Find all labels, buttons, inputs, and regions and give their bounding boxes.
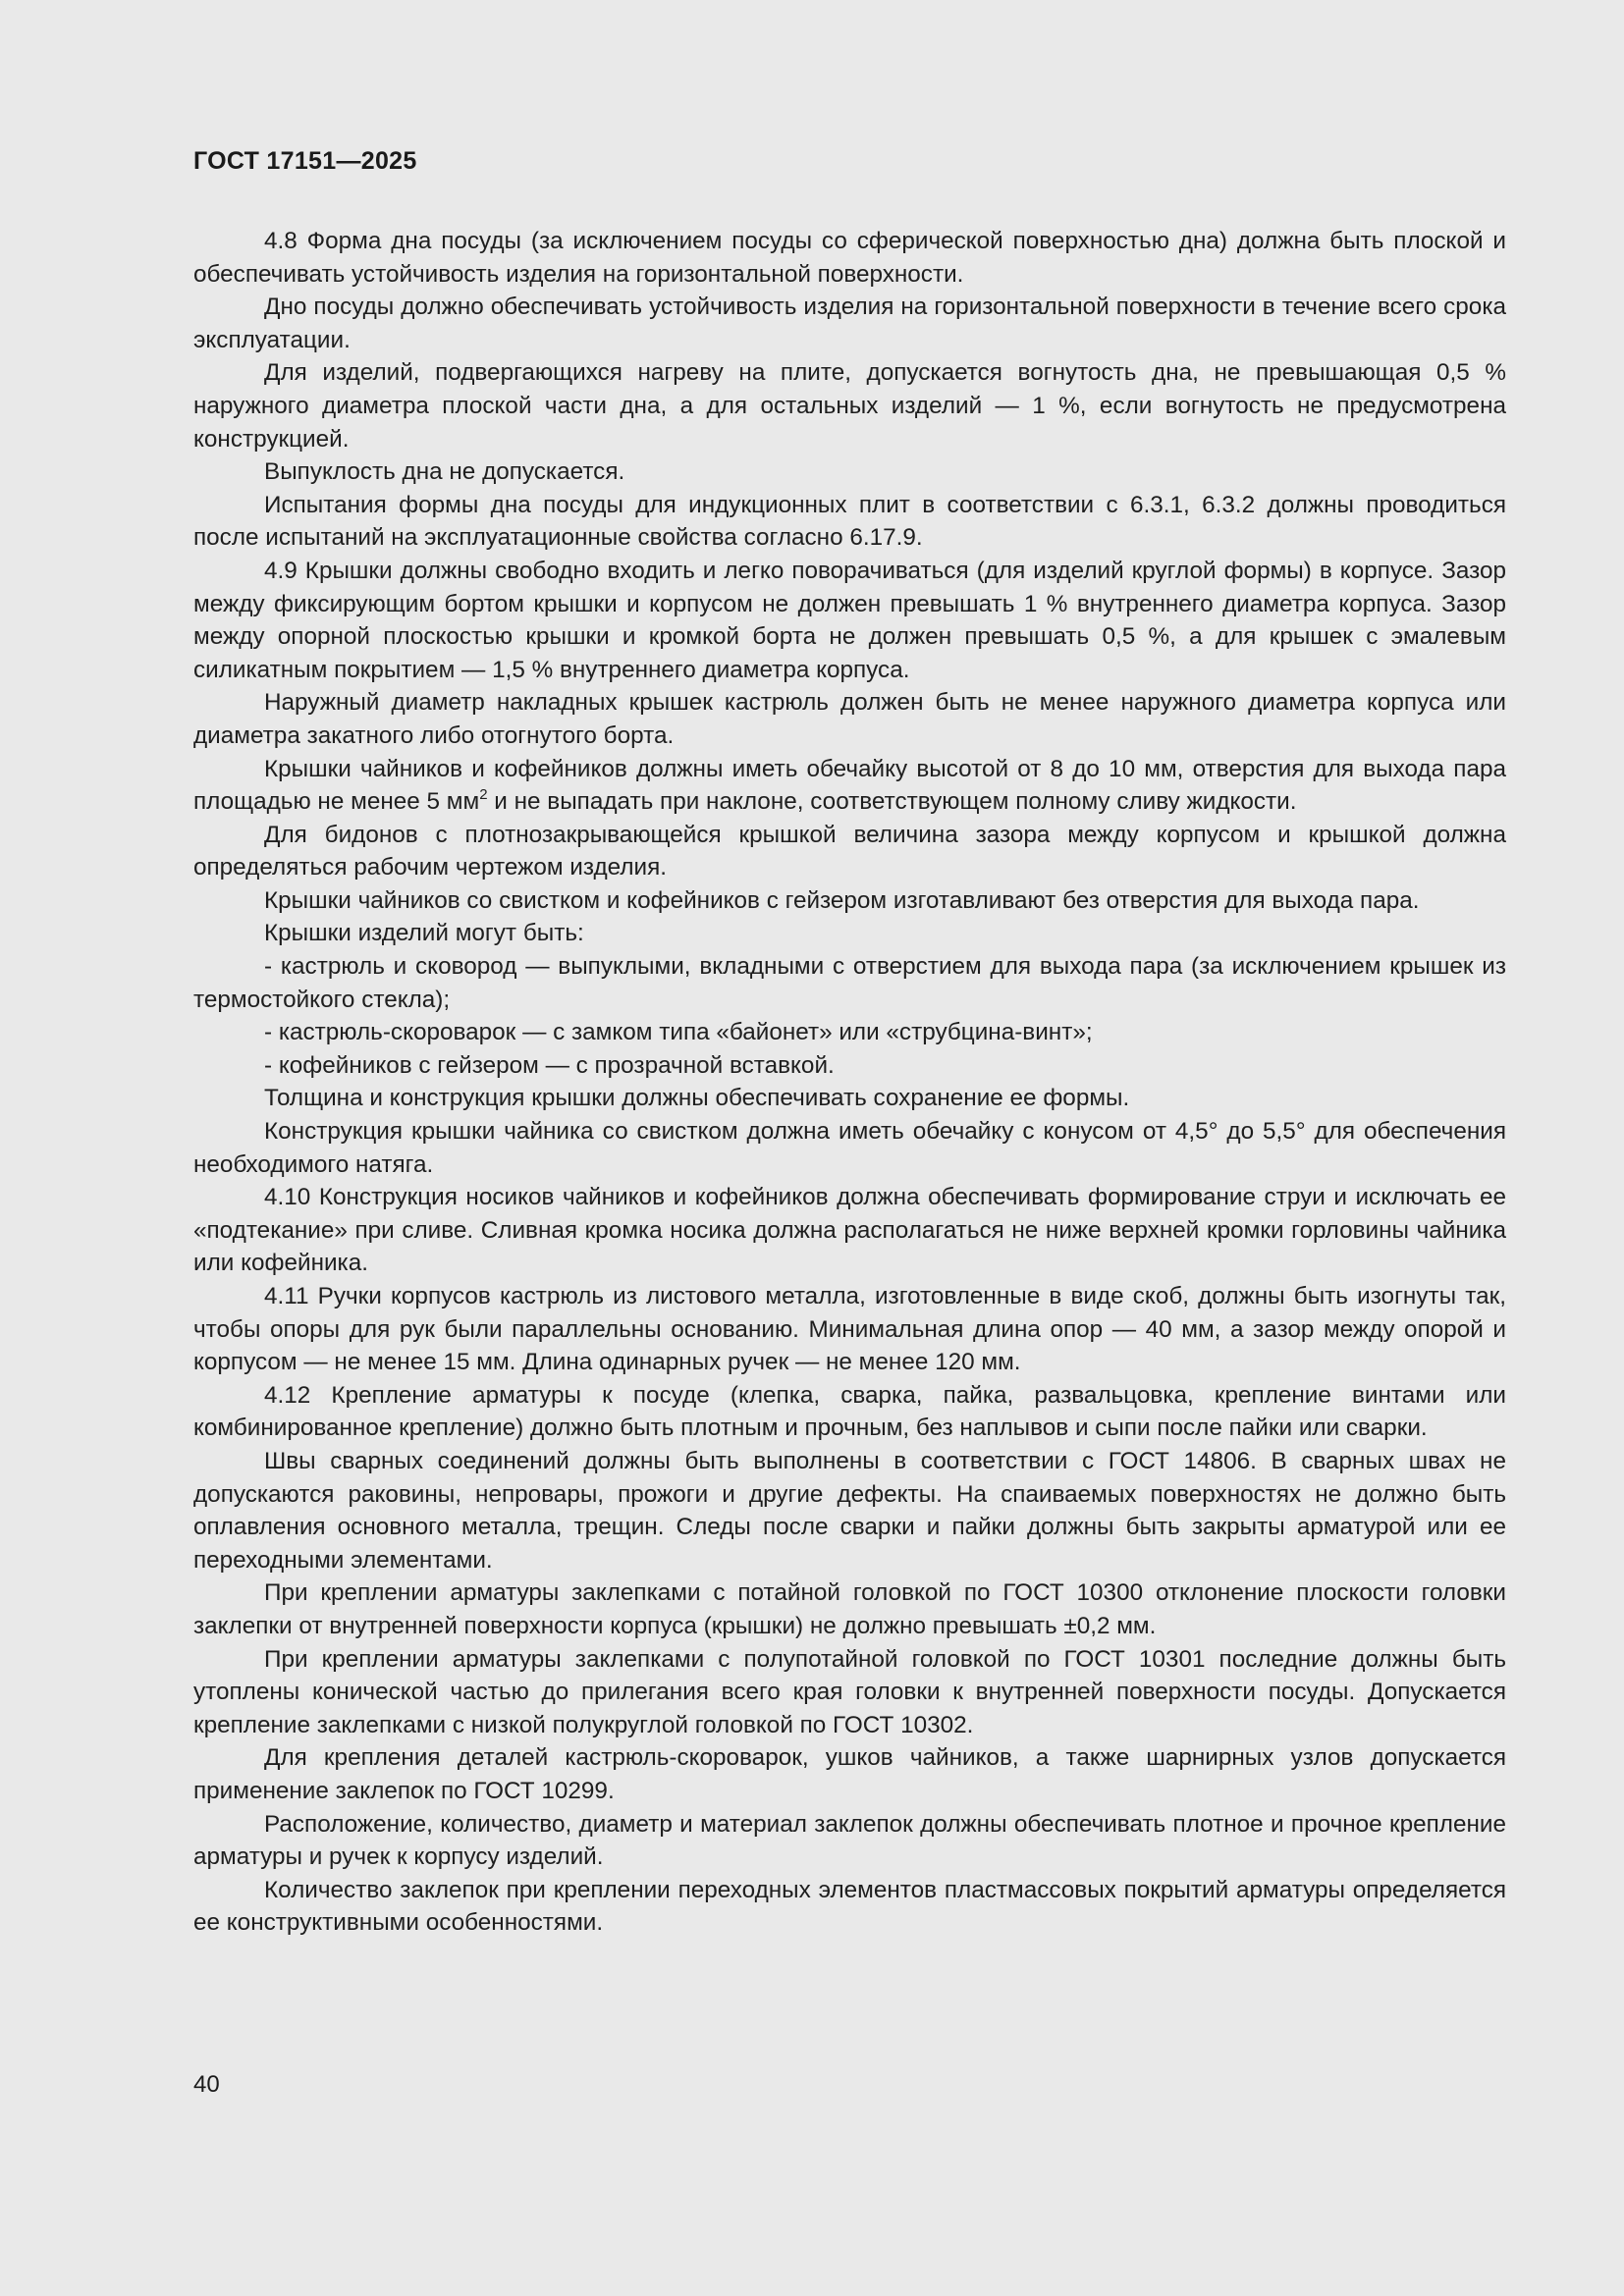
paragraph: Конструкция крышки чайника со свистком должна иметь обечайку с конусом от 4,5° до 5,5° для обеспечения необходимого натяга. — [193, 1118, 1506, 1178]
paragraph: Выпуклость дна не допускается. — [264, 458, 625, 486]
paragraph-4-8: 4.8 Форма дна посуды (за исключением посуды со сферической поверхностью дна) должна быть плоской и обеспечивать устойчивость изделия на горизонтальной поверхности. — [193, 228, 1506, 288]
paragraph-4-10: 4.10 Конструкция носиков чайников и кофейников должна обеспечивать формирование струи и исключать ее «подтекание» при сливе. Сливная кромка носика должна располагаться не ниже верхней кромки горловины чайника или кофейника. — [193, 1184, 1506, 1277]
paragraph-4-9: 4.9 Крышки должны свободно входить и легко поворачиваться (для изделий круглой формы) в корпусе. Зазор между фиксирующим бортом крышки и корпусом не должен превышать 1 % внутреннего диаметра корпуса. Зазор между опорной плоскостью крышки и кромкой борта не должен превышать 0,5 %, а для крышек с эмалевым силикатным покрытием — 1,5 % внутреннего диаметра корпуса. — [193, 557, 1506, 683]
paragraph-4-11: 4.11 Ручки корпусов кастрюль из листового металла, изготовленные в виде скоб, должны быть изогнуты так, чтобы опоры для рук были параллельны основанию. Минимальная длина опор — 40 мм, а зазор между опорой и корпусом — не менее 15 мм. Длина одинарных ручек — не менее 120 мм. — [193, 1283, 1506, 1376]
list-item: - кастрюль и сковород — выпуклыми, вкладными с отверстием для выхода пара (за исключением крышек из термостойкого стекла); — [193, 953, 1506, 1013]
document-body — [193, 225, 1506, 1940]
superscript: 2 — [479, 786, 488, 804]
paragraph-lid-dimensions — [193, 753, 1506, 819]
paragraph: Толщина и конструкция крышки должны обеспечивать сохранение ее формы. — [264, 1085, 1130, 1112]
paragraph: Для изделий, подвергающихся нагреву на плите, допускается вогнутость дна, не превышающая 0,5 % наружного диаметра плоской части дна, а для остальных изделий — 1 %, если вогнутость не предусмотрена конструкцией. — [193, 359, 1506, 453]
paragraph: Испытания формы дна посуды для индукционных плит в соответствии с 6.3.1, 6.3.2 должны проводиться после испытаний на эксплуатационные свойства согласно 6.17.9. — [193, 491, 1506, 552]
paragraph: Наружный диаметр накладных крышек кастрюль должен быть не менее наружного диаметра корпуса или диаметра закатного либо отогнутого борта. — [193, 689, 1506, 749]
list-item: - кастрюль-скороварок — с замком типа «байонет» или «струбцина-винт»; — [264, 1019, 1093, 1046]
paragraph: При креплении арматуры заклепками с потайной головкой по ГОСТ 10300 отклонение плоскости головки заклепки от внутренней поверхности корпуса (крышки) не должно превышать ±0,2 мм. — [193, 1579, 1506, 1639]
list-item: - кофейников с гейзером — с прозрачной вставкой. — [264, 1051, 835, 1079]
paragraph: Для бидонов с плотнозакрывающейся крышкой величина зазора между корпусом и крышкой должна определяться рабочим чертежом изделия. — [193, 821, 1506, 881]
paragraph-text: Крышки чайников и кофейников должны иметь обечайку высотой от 8 до 10 мм, отверстия для выхода пара площадью не менее 5 мм — [193, 755, 1506, 816]
paragraph-text: и не выпадать при наклоне, соответствующем полному сливу жидкости. — [487, 788, 1297, 816]
page-number: 40 — [193, 2071, 220, 2098]
paragraph-4-12: 4.12 Крепление арматуры к посуде (клепка, сварка, пайка, развальцовка, крепление винтами или комбинированное крепление) должно быть плотным и прочным, без наплывов и сыпи после пайки или сварки. — [193, 1381, 1506, 1442]
paragraph: Количество заклепок при креплении переходных элементов пластмассовых покрытий арматуры определяется ее конструктивными особенностями. — [193, 1876, 1506, 1937]
paragraph: Крышки изделий могут быть: — [264, 920, 584, 947]
paragraph: Расположение, количество, диаметр и материал заклепок должны обеспечивать плотное и прочное крепление арматуры и ручек к корпусу изделий. — [193, 1810, 1506, 1871]
paragraph: Крышки чайников со свистком и кофейников с гейзером изготавливают без отверстия для выхода пара. — [264, 886, 1420, 914]
paragraph: Швы сварных соединений должны быть выполнены в соответствии с ГОСТ 14806. В сварных швах не допускаются раковины, непровары, прожоги и другие дефекты. На спаиваемых поверхностях не должно быть оплавления основного металла, трещин. Следы после сварки и пайки должны быть закрыты арматурой или ее переходными элементами. — [193, 1447, 1506, 1574]
paragraph: Дно посуды должно обеспечивать устойчивость изделия на горизонтальной поверхности в течение всего срока эксплуатации. — [193, 294, 1506, 353]
paragraph: При креплении арматуры заклепками с полупотайной головкой по ГОСТ 10301 последние должны быть утоплены конической частью до прилегания всего края головки к внутренней поверхности посуды. Допускается крепление заклепками с низкой полукруглой головкой по ГОСТ 10302. — [193, 1645, 1506, 1738]
document-header: ГОСТ 17151—2025 — [193, 147, 417, 175]
paragraph: Для крепления деталей кастрюль-скороварок, ушков чайников, а также шарнирных узлов допускается применение заклепок по ГОСТ 10299. — [193, 1744, 1506, 1804]
